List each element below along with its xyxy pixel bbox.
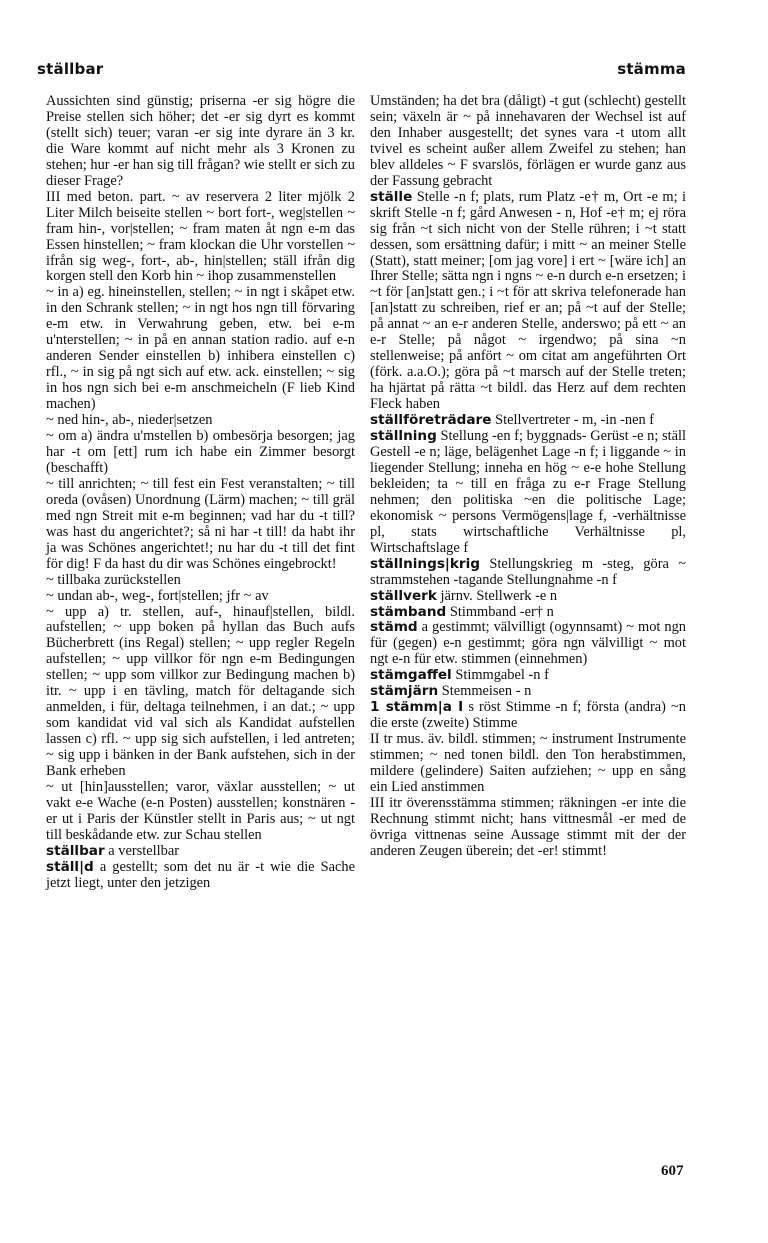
left-guideword: ställbar [37, 60, 104, 78]
headword: stämband [370, 603, 447, 620]
entry-paragraph: Aussichten sind günstig; priserna -er sig högre die Preise stellen sich höher; det -er sig dyrt es kommt (stellt sich) teuer; varan -er sig inte dyrare än 3 kr. die Ware kommt auf nicht mehr als 3 Kronen zu stehen; hur -er han sig till frågan? wie stellt er sich zu dieser Frage? [46, 93, 355, 189]
headword: ställning [370, 428, 437, 445]
headword: stämjärn [370, 683, 439, 700]
headword: stämgaffel [370, 667, 452, 684]
entry-paragraph: ~ om a) ändra u'mstellen b) ombesörja besorgen; jag har -t om [ett] rum ich habe ein Zimmer besorgt (beschafft) [46, 428, 355, 476]
entry-paragraph: ~ undan ab-, weg-, fort|stellen; jfr ~ av [46, 587, 269, 604]
entry-paragraph: II tr mus. äv. bildl. stimmen; ~ instrument Instrumente stimmen; ~ ned tonen bildl. den Ton herabstimmen, mildere (gelindere) Saiten aufziehen; ~ upp en sång ein Lied anstimmen [370, 731, 686, 795]
dictionary-entry: ställe Stelle -n f; plats, rum Platz -e† m, Ort -e m; i skrift Stelle -n f; gård Anwesen - n, Hof -e† m; ej röra sig från ~t sich nicht von der Stelle rühren; i ~t statt dessen, som ersättning dafür; i mitt ~ an meiner Stelle (Statt), statt meiner; [om jag vore] i ert ~ [wäre ich] an Ihrer Stelle; sätta ngn i ngns ~ e-n durch e-n ersetzen; i ~t för [an]statt gen.; i ~t för att skriva telefonerade han [an]statt zu schreiben, rief er an; på ~t auf der Stelle; på annat ~ an e-r anderen Stelle, anderswo; på ett ~ an e-r Stelle; på något ~ irgendwo; på sina ~n stellenweise; på anfört ~ om citat am angeführten Ort (förk. a.a.O.); göra på ~t marsch auf der Stelle treten; ha hjärtat på rätta ~t bildl. das Herz auf dem rechten Fleck haben [370, 188, 686, 413]
dictionary-entry: stämgaffel Stimmgabel -n f [370, 667, 549, 684]
dictionary-entry: ställ|d a gestellt; som det nu är -t wie die Sache jetzt liegt, unter den jetzigen [46, 858, 355, 891]
dictionary-entry: 1 stämm|a I s röst Stimme -n f; första (andra) ~n die erste (zweite) Stimme [370, 699, 687, 732]
dictionary-entry: ställverk järnv. Stellwerk -e n [370, 587, 558, 604]
dictionary-entry: stämband Stimmband -er† n [370, 603, 554, 620]
headword: stämd [370, 619, 418, 636]
dictionary-entry: ställföreträdare Stellvertreter - m, -in -nen f [370, 412, 655, 429]
entry-paragraph: ~ till anrichten; ~ till fest ein Fest veranstalten; ~ till oreda (ovåsen) Unordnung (Lärm) machen; ~ till gräl med ngn Streit mit e-m beginnen; vad har du -t till? was hast du angerichtet?; så ni har -t till! da habt ihr ja was Schönes angerichtet!; nu har du -t till det fint för dig! F da hast du dir was Schönes eingebrockt! [46, 475, 355, 572]
headword: ställbar [46, 842, 105, 859]
entry-paragraph: ~ tillbaka zurückstellen [46, 571, 181, 588]
headword: ställe [370, 188, 413, 205]
entry-paragraph: ~ upp a) tr. stellen, auf-, hinauf|stellen, bildl. aufstellen; ~ upp boken på hyllan das Buch aufs Bücherbrett (ins Regal) stellen; ~ upp regler Regeln aufstellen; ~ upp villkor för ngn e-m Bedingungen stellen; ~ upp som villkor zur Bedingung machen b) itr. ~ upp i en tävling, match för deltagande sich anmelden, i für, deltaga teilnehmen, i an dat.; ~ upp som kandidat vid val sich als Kandidat aufstellen lassen c) rfl. ~ upp sig sich aufstellen, i led antreten; ~ sig upp i bänken in der Bank aufstehen, sich in der Bank erheben [46, 603, 355, 780]
entry-paragraph: ~ ut [hin]ausstellen; varor, växlar ausstellen; ~ ut vakt e-e Wache (e-n Posten) ausstellen; konstnären -er ut i Paris der Künstler stellt in Paris aus; ~ ut ngt till beskådande etw. zur Schau stellen [46, 778, 355, 843]
entry-paragraph: III med beton. part. ~ av reservera 2 liter mjölk 2 Liter Milch beiseite stellen ~ bort fort-, weg|stellen ~ fram hin-, vor|stellen; ~ fram maten åt ngn e-m das Essen hinstellen; ~ fram klockan die Uhr vorstellen ~ ifrån sig weg-, fort-, ab-, hin|stellen; ställ ifrån dig korgen stell den Korb hin ~ ihop zusammenstellen [46, 188, 355, 285]
headword: ställ|d [46, 858, 94, 875]
headword: ställverk [370, 587, 437, 604]
headword: 1 stämm|a I [370, 699, 464, 716]
dictionary-entry: ställbar a verstellbar [46, 842, 180, 859]
right-column [370, 94, 686, 860]
entry-paragraph: III itr överensstämma stimmen; räkningen -er inte die Rechnung stimmt nicht; hans vittnesmål -er med de övriga vittnenas seine Aussage stimmt mit der der anderen Zeugen überein; det -er! stimmt! [370, 794, 686, 859]
dictionary-entry: stämd a gestimmt; välvilligt (ogynnsamt) ~ mot ngn für (gegen) e-n gestimmt; göra ngn välvilligt ~ mot ngt e-n für etw. stimmen (einnehmen) [370, 619, 686, 668]
entry-paragraph: ~ ned hin-, ab-, nieder|setzen [46, 412, 213, 429]
entry-paragraph: ~ in a) eg. hineinstellen, stellen; ~ in ngt i skåpet etw. in den Schrank stellen; ~ in ngt hos ngn till förvaring e-m etw. in Verwahrung geben, etw. bei e-m u'nterstellen; ~ in på en annan station radio. auf e-n anderen Sender einstellen b) inhibera einstellen c) rfl., ~ in sig på ngt sich auf etw. ack. einstellen; ~ sig in hos ngn sich bei e-m anschmeicheln (F lieb Kind machen) [46, 284, 355, 413]
left-column [46, 94, 355, 892]
dictionary-entry: stämjärn Stemmeisen - n [370, 683, 532, 700]
entry-paragraph: Umständen; ha det bra (dåligt) -t gut (schlecht) gestellt sein; växeln är ~ på innehavaren der Wechsel ist auf den Inhaber ausgestellt; det synes vara -t utom allt tvivel es scheint außer allem Zweifel zu stehen; han blev alldeles ~ F svarslös, förlägen er wurde ganz aus der Fassung gebracht [370, 93, 686, 189]
dictionary-entry: ställnings|krig Stellungskrieg m -steg, göra ~ strammstehen -tagande Stellungnahme -n f [370, 555, 686, 588]
headword: ställnings|krig [370, 555, 481, 572]
right-guideword: stämma [617, 60, 686, 78]
dictionary-entry: ställning Stellung -en f; byggnads- Gerüst -e n; ställ Gestell -e n; läge, belägenhet Lage -n f; i liggande ~ in liegender Stellung; inneha en hög ~ e-e hohe Stellung bekleiden; ta ~ till en fråga zu e-r Frage Stellung nehmen; den politiska ~en die politische Lage; ekonomisk ~ persons Vermögens|lage f, -verhältnisse pl, stats wirtschaftliche Verhältnisse pl, Wirtschaftslage f [370, 428, 686, 556]
page-number: 607 [661, 1163, 684, 1179]
headword: ställföreträdare [370, 412, 492, 429]
